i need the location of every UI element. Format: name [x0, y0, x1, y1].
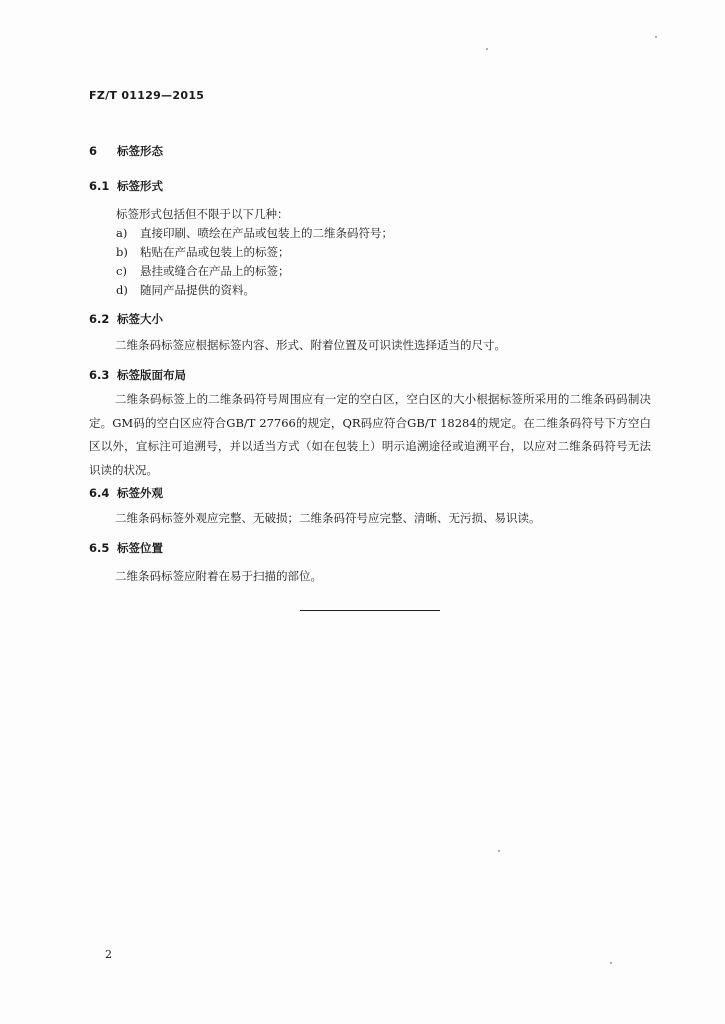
section-title: 标签版面布局	[117, 368, 186, 382]
section-6-heading	[89, 143, 163, 159]
section-6-1-intro: 标签形式包括但不限于以下几种：	[116, 207, 289, 221]
section-6-2-paragraph: 二维条码标签应根据标签内容、形式、附着位置及可识读性选择适当的尺寸。	[115, 338, 506, 352]
section-number: 6.3	[89, 368, 110, 382]
section-number: 6.5	[89, 541, 110, 555]
section-number: 6	[89, 144, 98, 158]
list-item	[116, 263, 290, 279]
section-title: 标签形态	[117, 144, 163, 158]
section-6-5-heading	[89, 540, 163, 556]
list-item	[116, 244, 290, 260]
page-number: 2	[105, 948, 112, 961]
document-id: FZ/T 01129—2015	[89, 89, 205, 102]
section-6-3-heading	[89, 367, 186, 383]
list-text: 直接印刷、喷绘在产品或包装上的二维条码符号；	[140, 226, 393, 240]
scan-speck	[610, 962, 612, 964]
section-6-4-heading	[89, 485, 163, 501]
section-number: 6.4	[89, 486, 110, 500]
list-text: 随同产品提供的资料。	[140, 283, 255, 297]
section-title: 标签外观	[117, 486, 163, 500]
list-item	[116, 282, 255, 298]
section-6-2-heading	[89, 311, 163, 327]
section-number: 6.2	[89, 312, 110, 326]
scan-speck	[655, 36, 657, 38]
section-title: 标签大小	[117, 312, 163, 326]
end-of-standard-rule	[300, 610, 440, 611]
section-6-3-paragraph: 二维条码标签上的二维条码符号周围应有一定的空白区，空白区的大小根据标签所采用的二维条码码制决定。GM码的空白区应符合GB/T 27766的规定，QR码应符合GB/T 18284的规定。在二维条码符号下方空白区以外，宜标注可追溯号，并以适当方式（如在包装上）明示追溯途径或追溯平台，以应对二维条码符号无法识读的状况。	[89, 392, 651, 477]
list-item	[116, 225, 393, 241]
list-marker: b)	[116, 245, 128, 259]
section-6-4-paragraph: 二维条码标签外观应完整、无破损；二维条码符号应完整、清晰、无污损、易识读。	[115, 511, 541, 525]
scan-speck	[486, 48, 488, 50]
section-title: 标签位置	[117, 541, 163, 555]
list-marker: a)	[116, 226, 128, 240]
list-text: 粘贴在产品或包装上的标签；	[140, 245, 290, 259]
list-text: 悬挂或缝合在产品上的标签；	[140, 264, 290, 278]
section-6-1-heading	[89, 178, 163, 194]
list-marker: c)	[116, 264, 127, 278]
section-number: 6.1	[89, 179, 110, 193]
list-marker: d)	[116, 283, 128, 297]
scan-speck	[498, 850, 500, 852]
section-6-5-paragraph: 二维条码标签应附着在易于扫描的部位。	[115, 569, 322, 583]
section-title: 标签形式	[117, 179, 163, 193]
